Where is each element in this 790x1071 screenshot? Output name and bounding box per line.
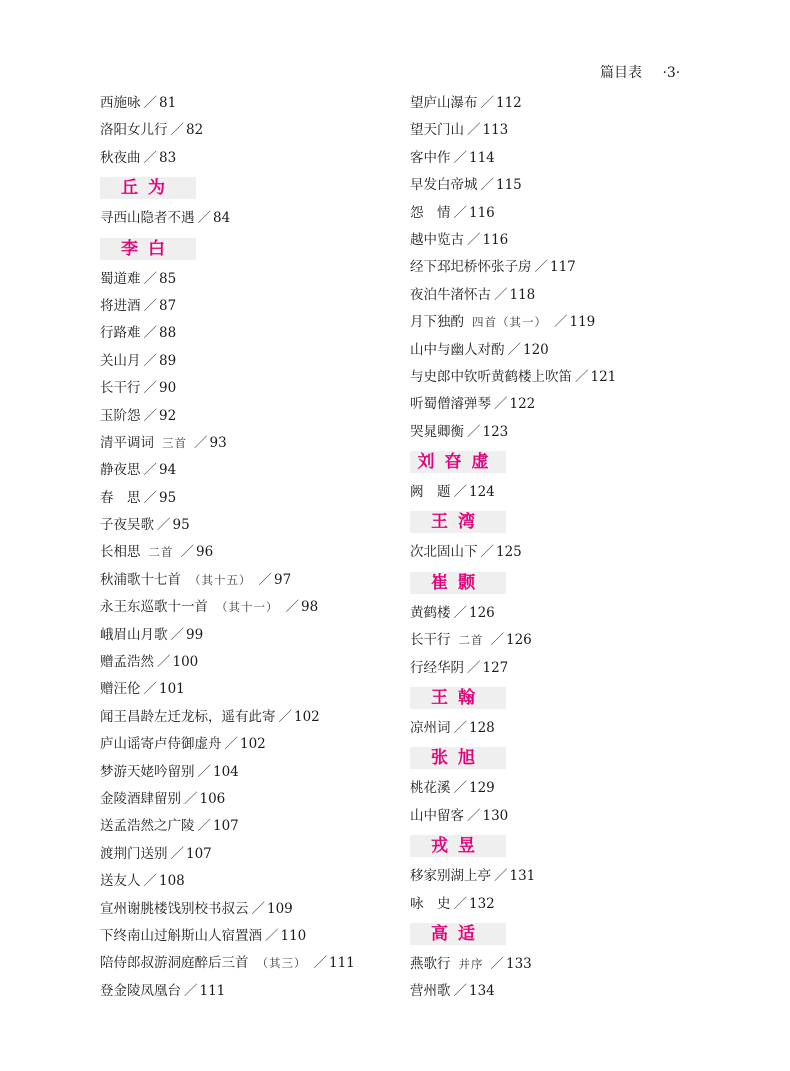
header-title: 篇目表 (600, 65, 642, 81)
toc-entry (410, 627, 750, 654)
entry-title: 清平调词 (100, 434, 154, 451)
entry-page-number: 88 (159, 325, 177, 342)
entry-page-number: 108 (159, 873, 185, 890)
entry-title: 静夜思 (100, 462, 141, 479)
entry-separator: ／ (184, 982, 198, 999)
entry-separator: ／ (224, 736, 238, 753)
entry-page-number: 106 (199, 790, 226, 807)
entry-separator: ／ (143, 297, 157, 314)
entry-page-number: 87 (159, 297, 177, 314)
entry-note: 三首 (162, 435, 187, 450)
toc-entry (100, 950, 440, 977)
entry-page-number: 121 (590, 368, 617, 385)
entry-separator: ／ (170, 845, 184, 862)
toc-entry (410, 978, 750, 1005)
toc-right-column (410, 90, 750, 1006)
toc-entry (410, 655, 750, 682)
entry-page-number: 132 (469, 895, 495, 912)
entry-page-number: 111 (199, 982, 226, 999)
entry-title: 宣州谢朓楼饯别校书叔云 (100, 900, 249, 917)
toc-entry (100, 786, 440, 813)
entry-title: 与史郎中钦听黄鹤楼上吹笛 (410, 368, 572, 385)
entry-page-number: 120 (523, 341, 549, 358)
entry-separator: ／ (554, 314, 568, 331)
entry-note: （其三） (256, 956, 307, 971)
entry-separator: ／ (143, 149, 157, 166)
entry-page-number: 99 (186, 626, 204, 643)
entry-page-number: 127 (482, 659, 509, 676)
entry-separator: ／ (453, 484, 467, 501)
toc-entry (410, 117, 750, 144)
entry-separator: ／ (467, 659, 481, 676)
toc-entry (410, 600, 750, 627)
entry-title: 行经华阴 (410, 659, 464, 676)
entry-separator: ／ (480, 95, 494, 111)
entry-page-number: 100 (172, 654, 199, 671)
entry-title: 送友人 (100, 873, 141, 890)
entry-page-number: 133 (506, 955, 532, 972)
entry-page-number: 112 (496, 95, 522, 111)
entry-title: 怨 情 (410, 204, 451, 221)
entry-page-number: 95 (159, 489, 177, 506)
entry-title: 经下邳圯桥怀张子房 (410, 259, 532, 276)
entry-page-number: 84 (213, 210, 231, 227)
entry-note: 二首 (148, 545, 174, 560)
toc-entry (100, 539, 440, 566)
toc-entry (100, 759, 440, 786)
entry-separator: ／ (143, 873, 157, 890)
entry-separator: ／ (194, 434, 208, 451)
toc-entry (100, 117, 440, 144)
toc-entry (100, 457, 440, 484)
author-name: 戎昱 (410, 835, 506, 857)
entry-title: 阙 题 (410, 484, 451, 501)
entry-separator: ／ (251, 900, 265, 917)
toc-entry (410, 364, 750, 391)
entry-title: 长干行 (100, 380, 141, 397)
entry-separator: ／ (197, 210, 211, 227)
toc-entry (410, 419, 750, 446)
entry-title: 夜泊牛渚怀古 (410, 286, 491, 303)
entry-page-number: 107 (213, 818, 239, 835)
entry-page-number: 126 (469, 604, 495, 621)
toc-entry (100, 320, 440, 347)
entry-separator: ／ (143, 270, 157, 287)
entry-note: （其十一） (216, 600, 279, 615)
entry-page-number: 90 (159, 380, 177, 397)
author-heading (410, 446, 750, 479)
entry-note: 二首 (458, 633, 484, 648)
entry-title: 永王东巡歌十一首 (100, 599, 208, 616)
entry-separator: ／ (143, 489, 157, 506)
toc-entry (100, 923, 440, 950)
entry-separator: ／ (285, 599, 299, 616)
entry-title: 蜀道难 (100, 270, 141, 287)
entry-separator: ／ (143, 462, 157, 479)
toc-entry (410, 391, 750, 418)
entry-page-number: 130 (482, 807, 509, 824)
author-name: 王翰 (410, 687, 506, 709)
entry-separator: ／ (180, 544, 194, 561)
entry-separator: ／ (534, 259, 548, 276)
entry-page-number: 113 (482, 122, 509, 139)
entry-title: 赠孟浩然 (100, 654, 154, 671)
author-name: 张旭 (410, 747, 506, 769)
entry-note: 四首（其一） (472, 315, 547, 330)
entry-title: 客中作 (410, 149, 451, 166)
entry-title: 次北固山下 (410, 544, 478, 561)
entry-page-number: 89 (159, 352, 177, 369)
entry-page-number: 119 (569, 314, 596, 331)
entry-title: 移家别湖上亭 (410, 868, 491, 885)
entry-title: 山中与幽人对酌 (410, 341, 505, 358)
entry-title: 月下独酌 (410, 314, 464, 331)
entry-separator: ／ (453, 149, 467, 166)
entry-title: 梦游天姥吟留别 (100, 763, 195, 780)
entry-separator: ／ (258, 571, 272, 588)
toc-entry (100, 430, 440, 457)
author-name: 高适 (410, 923, 506, 945)
author-heading (100, 172, 440, 205)
entry-separator: ／ (197, 763, 211, 780)
toc-entry (100, 145, 440, 172)
entry-separator: ／ (143, 352, 157, 369)
author-heading (410, 506, 750, 539)
entry-title: 黄鹤楼 (410, 604, 451, 621)
entry-separator: ／ (143, 95, 157, 111)
toc-entry (100, 512, 440, 539)
entry-separator: ／ (453, 780, 467, 797)
toc-entry (410, 479, 750, 506)
entry-separator: ／ (313, 955, 327, 972)
page-header (600, 62, 720, 84)
entry-title: 早发白帝城 (410, 177, 478, 194)
entry-separator: ／ (453, 983, 467, 1000)
entry-page-number: 96 (196, 544, 214, 561)
toc-entry (100, 90, 440, 117)
entry-separator: ／ (184, 790, 198, 807)
entry-separator: ／ (453, 895, 467, 912)
entry-separator: ／ (453, 604, 467, 621)
entry-page-number: 101 (159, 681, 185, 698)
entry-separator: ／ (453, 720, 467, 737)
entry-page-number: 102 (240, 736, 266, 753)
toc-entry (100, 594, 440, 621)
toc-entry (100, 266, 440, 293)
author-name: 李白 (100, 238, 196, 260)
entry-title: 峨眉山月歌 (100, 626, 168, 643)
entry-title: 哭晁卿衡 (410, 423, 464, 440)
entry-page-number: 102 (294, 708, 320, 725)
entry-page-number: 122 (509, 396, 536, 413)
entry-page-number: 98 (301, 599, 319, 616)
toc-entry (100, 403, 440, 430)
entry-separator: ／ (467, 807, 481, 824)
toc-entry (410, 309, 750, 336)
entry-title: 金陵酒肆留别 (100, 790, 181, 807)
toc-entry (410, 803, 750, 830)
entry-page-number: 110 (280, 927, 307, 944)
entry-title: 庐山谣寄卢侍御虚舟 (100, 736, 222, 753)
entry-separator: ／ (480, 544, 494, 561)
entry-title: 闻王昌龄左迁龙标，遥有此寄 (100, 708, 276, 725)
toc-entry (410, 715, 750, 742)
entry-separator: ／ (143, 380, 157, 397)
entry-separator: ／ (157, 654, 171, 671)
entry-page-number: 125 (496, 544, 522, 561)
author-heading (410, 742, 750, 775)
toc-entry (410, 254, 750, 281)
toc-entry (100, 649, 440, 676)
toc-entry (410, 172, 750, 199)
entry-title: 长相思 (100, 544, 141, 561)
toc-entry (100, 731, 440, 758)
entry-title: 营州歌 (410, 983, 451, 1000)
toc-entry (100, 567, 440, 594)
entry-separator: ／ (490, 632, 504, 649)
entry-title: 下终南山过斛斯山人宿置酒 (100, 927, 262, 944)
toc-entry (410, 891, 750, 918)
toc-entry (410, 337, 750, 364)
entry-title: 望庐山瀑布 (410, 95, 478, 111)
entry-title: 陪侍郎叔游洞庭醉后三首 (100, 955, 249, 972)
entry-title: 送孟浩然之广陵 (100, 818, 195, 835)
entry-separator: ／ (480, 177, 494, 194)
entry-page-number: 126 (506, 632, 532, 649)
entry-title: 登金陵凤凰台 (100, 982, 181, 999)
entry-page-number: 81 (159, 95, 177, 111)
toc-entry (410, 200, 750, 227)
entry-page-number: 129 (469, 780, 495, 797)
entry-separator: ／ (143, 325, 157, 342)
entry-page-number: 95 (172, 517, 190, 534)
author-heading (410, 682, 750, 715)
entry-separator: ／ (494, 396, 508, 413)
entry-note: 并序 (458, 956, 484, 971)
entry-page-number: 123 (482, 423, 509, 440)
author-name: 崔颢 (410, 572, 506, 594)
toc-entry (100, 841, 440, 868)
entry-separator: ／ (490, 955, 504, 972)
entry-title: 玉阶怨 (100, 407, 141, 424)
entry-page-number: 116 (469, 204, 495, 221)
entry-page-number: 85 (159, 270, 177, 287)
entry-page-number: 109 (267, 900, 293, 917)
entry-separator: ／ (575, 368, 589, 385)
entry-separator: ／ (170, 122, 184, 139)
entry-title: 秋夜曲 (100, 149, 141, 166)
author-heading (410, 918, 750, 951)
author-heading (100, 233, 440, 266)
entry-note: （其十五） (189, 572, 252, 587)
entry-title: 越中览古 (410, 231, 464, 248)
entry-separator: ／ (467, 122, 481, 139)
entry-page-number: 116 (482, 231, 509, 248)
entry-page-number: 97 (274, 571, 292, 588)
entry-separator: ／ (278, 708, 292, 725)
entry-page-number: 93 (209, 434, 227, 451)
entry-title: 春 思 (100, 489, 141, 506)
entry-page-number: 94 (159, 462, 177, 479)
entry-page-number: 82 (186, 122, 204, 139)
toc-entry (100, 676, 440, 703)
entry-title: 赠汪伦 (100, 681, 141, 698)
entry-title: 关山月 (100, 352, 141, 369)
entry-page-number: 124 (469, 484, 495, 501)
toc-entry (100, 293, 440, 320)
entry-separator: ／ (170, 626, 184, 643)
entry-title: 燕歌行 (410, 955, 451, 972)
entry-title: 桃花溪 (410, 780, 451, 797)
entry-separator: ／ (507, 341, 521, 358)
toc-entry (100, 348, 440, 375)
toc-entry (410, 951, 750, 978)
toc-entry (100, 205, 440, 232)
entry-title: 将进酒 (100, 297, 141, 314)
toc-entry (100, 622, 440, 649)
entry-separator: ／ (494, 286, 508, 303)
toc-entry (100, 896, 440, 923)
entry-separator: ／ (453, 204, 467, 221)
entry-page-number: 107 (186, 845, 212, 862)
toc-left-column (100, 90, 440, 1005)
author-name: 刘昚虚 (410, 451, 506, 473)
entry-page-number: 128 (469, 720, 495, 737)
entry-title: 望天门山 (410, 122, 464, 139)
entry-page-number: 114 (469, 149, 495, 166)
toc-entry (100, 813, 440, 840)
toc-entry (410, 282, 750, 309)
entry-page-number: 118 (509, 286, 536, 303)
toc-entry (410, 227, 750, 254)
author-name: 王湾 (410, 511, 506, 533)
author-heading (410, 830, 750, 863)
entry-page-number: 115 (496, 177, 522, 194)
entry-title: 秋浦歌十七首 (100, 571, 181, 588)
entry-page-number: 92 (159, 407, 177, 424)
entry-page-number: 117 (550, 259, 576, 276)
entry-title: 渡荆门送别 (100, 845, 168, 862)
entry-title: 凉州词 (410, 720, 451, 737)
toc-entry (410, 539, 750, 566)
toc-entry (100, 485, 440, 512)
entry-separator: ／ (265, 927, 279, 944)
toc-entry (410, 863, 750, 890)
entry-title: 听蜀僧濬弹琴 (410, 396, 491, 413)
entry-title: 山中留客 (410, 807, 464, 824)
toc-entry (410, 90, 750, 117)
toc-entry (100, 375, 440, 402)
entry-separator: ／ (197, 818, 211, 835)
toc-entry (100, 868, 440, 895)
toc-entry (410, 775, 750, 802)
entry-page-number: 83 (159, 149, 177, 166)
entry-page-number: 134 (469, 983, 495, 1000)
toc-entry (100, 978, 440, 1005)
entry-separator: ／ (467, 231, 481, 248)
entry-title: 长干行 (410, 632, 451, 649)
entry-title: 西施咏 (100, 95, 141, 111)
entry-title: 子夜吴歌 (100, 517, 154, 534)
entry-title: 咏 史 (410, 895, 451, 912)
entry-separator: ／ (157, 517, 171, 534)
entry-separator: ／ (467, 423, 481, 440)
entry-separator: ／ (143, 681, 157, 698)
entry-separator: ／ (494, 868, 508, 885)
author-heading (410, 567, 750, 600)
author-name: 丘为 (100, 177, 196, 199)
entry-page-number: 104 (213, 763, 239, 780)
entry-title: 行路难 (100, 325, 141, 342)
entry-separator: ／ (143, 407, 157, 424)
entry-page-number: 131 (509, 868, 536, 885)
toc-entry (410, 145, 750, 172)
toc-entry (100, 704, 440, 731)
entry-title: 洛阳女儿行 (100, 122, 168, 139)
entry-title: 寻西山隐者不遇 (100, 210, 195, 227)
entry-page-number: 111 (329, 955, 355, 972)
page-number: ·3· (662, 65, 681, 81)
